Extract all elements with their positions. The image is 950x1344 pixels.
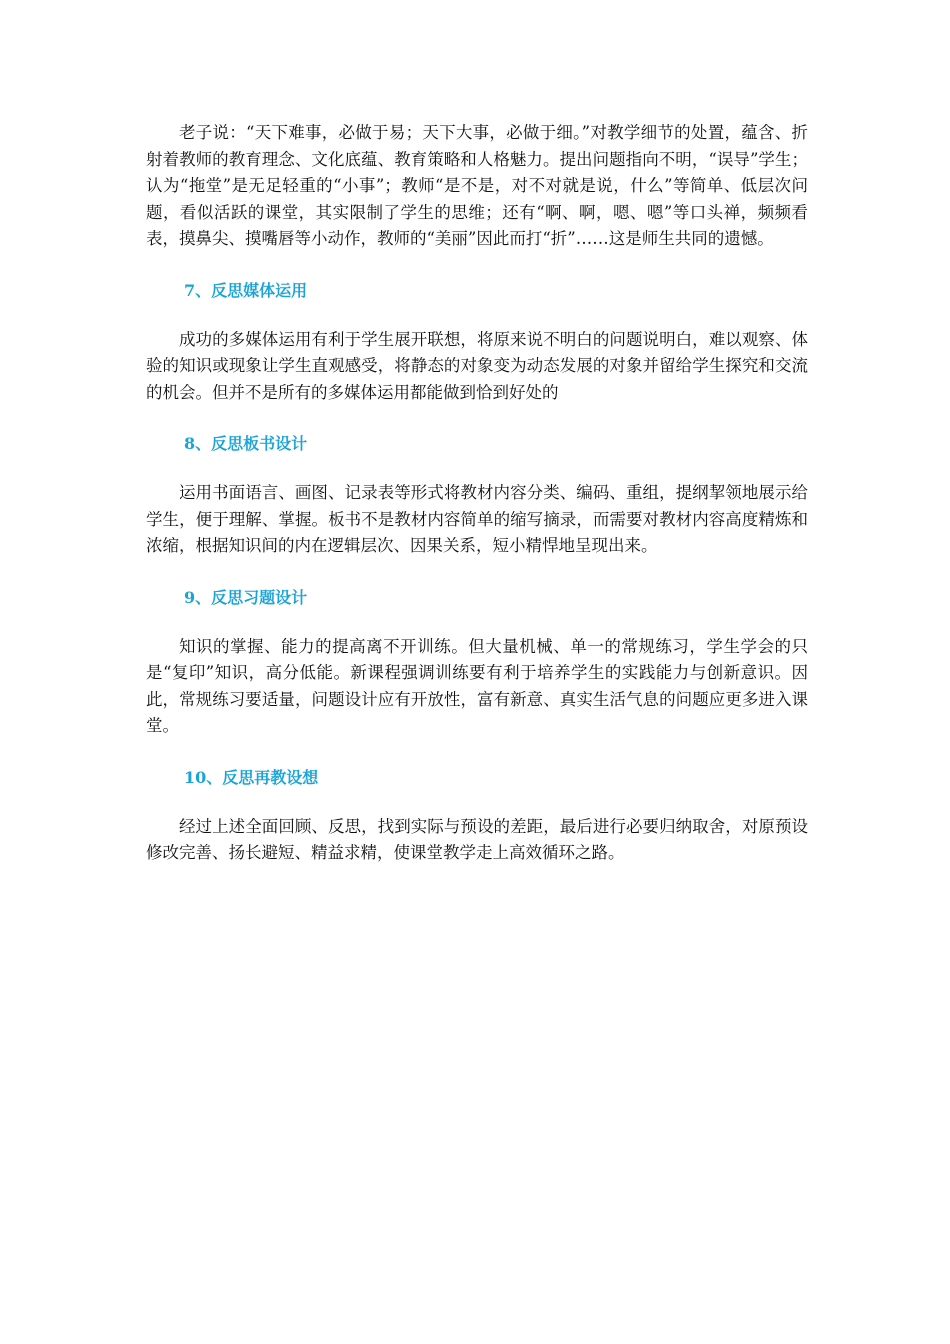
- spacer: [146, 304, 808, 327]
- spacer: [146, 740, 808, 765]
- spacer: [146, 406, 808, 431]
- section-heading-blackboard: 8、反思板书设计: [184, 434, 308, 453]
- document-page: [146, 120, 808, 867]
- spacer: [146, 611, 808, 634]
- spacer: [146, 791, 808, 814]
- section-body-blackboard: 运用书面语言、画图、记录表等形式将教材内容分类、编码、重组，提纲挈领地展示给学生，便于理解、掌握。板书不是教材内容简单的缩写摘录，而需要对教材内容高度精炼和浓缩，根据知识间的内在逻辑层次、因果关系，短小精悍地呈现出来。: [146, 483, 808, 555]
- spacer: [146, 253, 808, 278]
- section-heading-media: 7、反思媒体运用: [184, 280, 308, 300]
- section-heading-reteach: 10、反思再教设想: [184, 767, 319, 787]
- section-body-media: 成功的多媒体运用有利于学生展开联想，将原来说不明白的问题说明白，难以观察、体验的知识或现象让学生直观感受，将静态的对象变为动态发展的对象并留给学生探究和交流的机会。但并不是所有的多媒体运用都能做到恰到好处的: [146, 329, 808, 402]
- section-body-reteach: 经过上述全面回顾、反思，找到实际与预设的差距，最后进行必要归纳取舍，对原预设修改完善、扬长避短、精益求精，使课堂教学走上高效循环之路。: [146, 816, 808, 862]
- section-heading-exercises: 9、反思习题设计: [184, 587, 308, 607]
- spacer: [146, 560, 808, 585]
- spacer: [146, 457, 808, 480]
- intro-paragraph: 老子说：“天下难事，必做于易；天下大事，必做于细。”对教学细节的处置，蕴含、折射着教师的教育理念、文化底蕴、教育策略和人格魅力。提出问题指向不明，“误导”学生；认为“拖堂”是无足轻重的“小事”；教师“是不是，对不对就是说，什么”等简单、低层次问题，看似活跃的课堂，其实限制了学生的思维；还有“啊、啊，嗯、嗯”等口头禅，频频看表，摸鼻尖、摸嘴唇等小动作，教师的“美丽”因此而打“折”……这是师生共同的遗憾。: [146, 123, 808, 248]
- section-body-exercises: 知识的掌握、能力的提高离不开训练。但大量机械、单一的常规练习，学生学会的只是“复印”知识，高分低能。新课程强调训练要有利于培养学生的实践能力与创新意识。因此，常规练习要适量，问题设计应有开放性，富有新意、真实生活气息的问题应更多进入课堂。: [146, 636, 808, 735]
